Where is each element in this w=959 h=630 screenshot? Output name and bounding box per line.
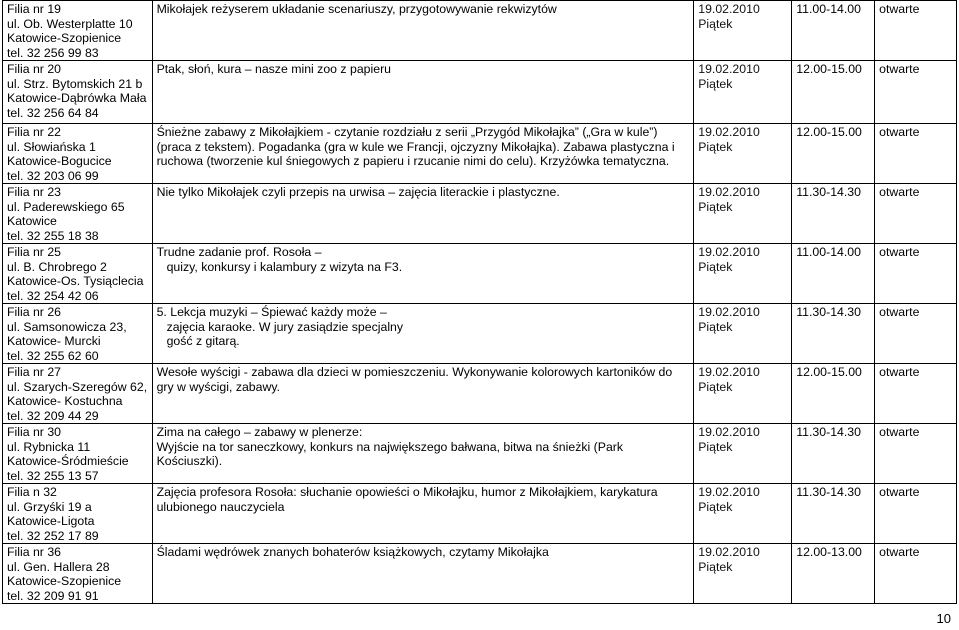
library-address: Katowice-Ligota [7,514,95,528]
event-cell [152,184,694,244]
event-description: Wesołe wyścigi - zabawa dla dzieci w pomieszczeniu. Wykonywanie kolorowych kartoników do gry w wyścigi, zabawy. [156,365,673,394]
event-cell [152,364,694,424]
hours-cell: 11.30-14.30 [792,184,875,244]
library-address: Katowice-Śródmieście [7,454,129,468]
library-address: Katowice- Kostuchna [7,394,123,408]
library-address: Katowice-Bogucice [7,154,112,168]
library-address: ul. Rybnicka 11 [7,439,91,454]
status-cell: otwarte [875,244,957,304]
table-row [3,544,957,604]
hours-cell: 11.30-14.30 [792,424,875,484]
library-phone: tel. 32 254 42 06 [7,288,99,303]
table-row [3,364,957,424]
event-description: Śnieżne zabawy z Mikołajkiem - czytanie rozdziału z serii „Przygód Mikołajka” („Gra w kule”) (praca z tekstem). Pogadanka (gra w kule we Francji, ojczyzny Mikołajka). Zabawa plastyczna i ruchowa (tworzenie kul śniegowych z papieru i rzucanie nimi do celu). Krzyżówka tematyczna. [156,125,675,168]
event-description: Ptak, słoń, kura – nasze mini zoo z papieru [156,62,392,76]
library-name: Filia nr 36 [7,545,61,559]
event-day: Piątek [698,439,733,454]
library-name: Filia nr 30 [7,425,61,439]
status-cell: otwarte [875,304,957,364]
library-phone: tel. 32 255 13 57 [7,468,99,483]
event-cell [152,1,694,61]
event-date: 19.02.2010 [698,485,760,499]
event-day: Piątek [698,319,733,334]
event-description: Wyjście na tor saneczkowy, konkurs na największego bałwana, bitwa na śnieżki (Park Kościuszki). [156,439,624,468]
library-cell [3,484,153,544]
library-address: Katowice-Szopienice [7,31,122,45]
library-phone: tel. 32 256 99 83 [7,45,99,60]
library-phone: tel. 32 209 91 91 [7,588,99,603]
table-row [3,244,957,304]
event-date: 19.02.2010 [698,245,760,259]
status-cell: otwarte [875,364,957,424]
table-row [3,1,957,61]
library-address: Katowice- Murcki [7,334,101,348]
library-name: Filia nr 25 [7,245,61,259]
date-cell [694,124,792,184]
status-cell: otwarte [875,184,957,244]
date-cell [694,544,792,604]
library-address: Katowice-Os. Tysiąclecia [7,274,144,288]
library-phone: tel. 32 256 64 84 [7,105,99,120]
event-day: Piątek [698,16,733,31]
hours-cell: 12.00-15.00 [792,124,875,184]
library-cell [3,244,153,304]
library-name: Filia nr 23 [7,185,61,199]
table-row [3,484,957,544]
library-cell [3,184,153,244]
library-name: Filia nr 19 [7,2,61,16]
date-cell [694,1,792,61]
event-date: 19.02.2010 [698,305,760,319]
table-row [3,124,957,184]
library-address: Katowice-Dąbrówka Mała [7,91,147,105]
date-cell [694,304,792,364]
status-cell: otwarte [875,61,957,124]
library-address: ul. B. Chrobrego 2 [7,259,107,274]
event-description: 5. Lekcja muzyki – Śpiewać każdy może – [156,305,387,319]
library-address: ul. Samsonowicza 23, [7,319,127,334]
event-date: 19.02.2010 [698,545,760,559]
event-day: Piątek [698,379,733,394]
table-row [3,424,957,484]
library-name: Filia nr 26 [7,305,61,319]
event-description: Nie tylko Mikołajek czyli przepis na urwisa – zajęcia literackie i plastyczne. [156,185,560,199]
date-cell [694,484,792,544]
library-phone: tel. 32 255 62 60 [7,348,99,363]
hours-cell: 12.00-15.00 [792,364,875,424]
event-date: 19.02.2010 [698,125,760,139]
library-address: Katowice [7,214,57,228]
library-cell [3,364,153,424]
hours-cell: 11.00-14.00 [792,1,875,61]
library-phone: tel. 32 255 18 38 [7,228,99,243]
schedule-body [3,1,957,604]
table-row [3,61,957,124]
library-address: ul. Słowiańska 1 [7,139,96,154]
library-name: Filia nr 27 [7,365,61,379]
event-cell [152,424,694,484]
event-date: 19.02.2010 [698,425,760,439]
library-cell [3,124,153,184]
event-description: Zajęcia profesora Rosoła: słuchanie opowieści o Mikołajku, humor z Mikołajkiem, karykatura ulubionego nauczyciela [156,485,658,514]
page-number: 10 [936,611,951,626]
library-name: Filia nr 22 [7,125,61,139]
library-phone: tel. 32 252 17 89 [7,528,99,543]
event-date: 19.02.2010 [698,185,760,199]
table-row [3,184,957,244]
event-day: Piątek [698,76,733,91]
event-description: Trudne zadanie prof. Rosoła – [156,245,322,259]
event-date: 19.02.2010 [698,62,760,76]
event-description: zajęcia karaoke. W jury zasiądzie specjalny [166,319,404,334]
date-cell [694,244,792,304]
status-cell: otwarte [875,544,957,604]
library-address: ul. Gen. Hallera 28 [7,559,110,574]
event-cell [152,544,694,604]
library-address: ul. Grzyśki 19 a [7,499,92,514]
event-cell [152,304,694,364]
table-row [3,304,957,364]
date-cell [694,61,792,124]
hours-cell: 12.00-15.00 [792,61,875,124]
hours-cell: 12.00-13.00 [792,544,875,604]
event-date: 19.02.2010 [698,365,760,379]
library-address: ul. Szarych-Szeregów 62, [7,379,148,394]
library-cell [3,61,153,124]
event-cell [152,61,694,124]
library-cell [3,1,153,61]
library-address: ul. Paderewskiego 65 [7,199,125,214]
status-cell: otwarte [875,424,957,484]
event-day: Piątek [698,139,733,154]
event-day: Piątek [698,259,733,274]
library-name: Filia nr 20 [7,62,61,76]
event-description: Śladami wędrówek znanych bohaterów książkowych, czytamy Mikołajka [156,545,549,559]
event-date: 19.02.2010 [698,2,760,16]
event-cell [152,124,694,184]
library-cell [3,424,153,484]
event-description: gość z gitarą. [166,334,240,348]
library-phone: tel. 32 203 06 99 [7,168,99,183]
date-cell [694,364,792,424]
library-address: ul. Strz. Bytomskich 21 b [7,76,143,91]
library-cell [3,304,153,364]
hours-cell: 11.30-14.30 [792,484,875,544]
date-cell [694,184,792,244]
event-description: Zima na całego – zabawy w plenerze: [156,425,363,439]
event-day: Piątek [698,499,733,514]
library-name: Filia n 32 [7,485,57,499]
status-cell: otwarte [875,484,957,544]
library-address: Katowice-Szopienice [7,574,122,588]
hours-cell: 11.30-14.30 [792,304,875,364]
status-cell: otwarte [875,1,957,61]
event-day: Piątek [698,559,733,574]
event-description: Mikołajek reżyserem układanie scenariuszy, przygotowywanie rekwizytów [156,2,557,16]
date-cell [694,424,792,484]
library-cell [3,544,153,604]
event-day: Piątek [698,199,733,214]
schedule-table [2,0,957,604]
library-address: ul. Ob. Westerplatte 10 [7,16,133,31]
event-cell [152,484,694,544]
event-cell [152,244,694,304]
event-description: quizy, konkursy i kalambury z wizyta na F3. [166,259,403,274]
status-cell: otwarte [875,124,957,184]
hours-cell: 11.00-14.00 [792,244,875,304]
library-phone: tel. 32 209 44 29 [7,408,99,423]
